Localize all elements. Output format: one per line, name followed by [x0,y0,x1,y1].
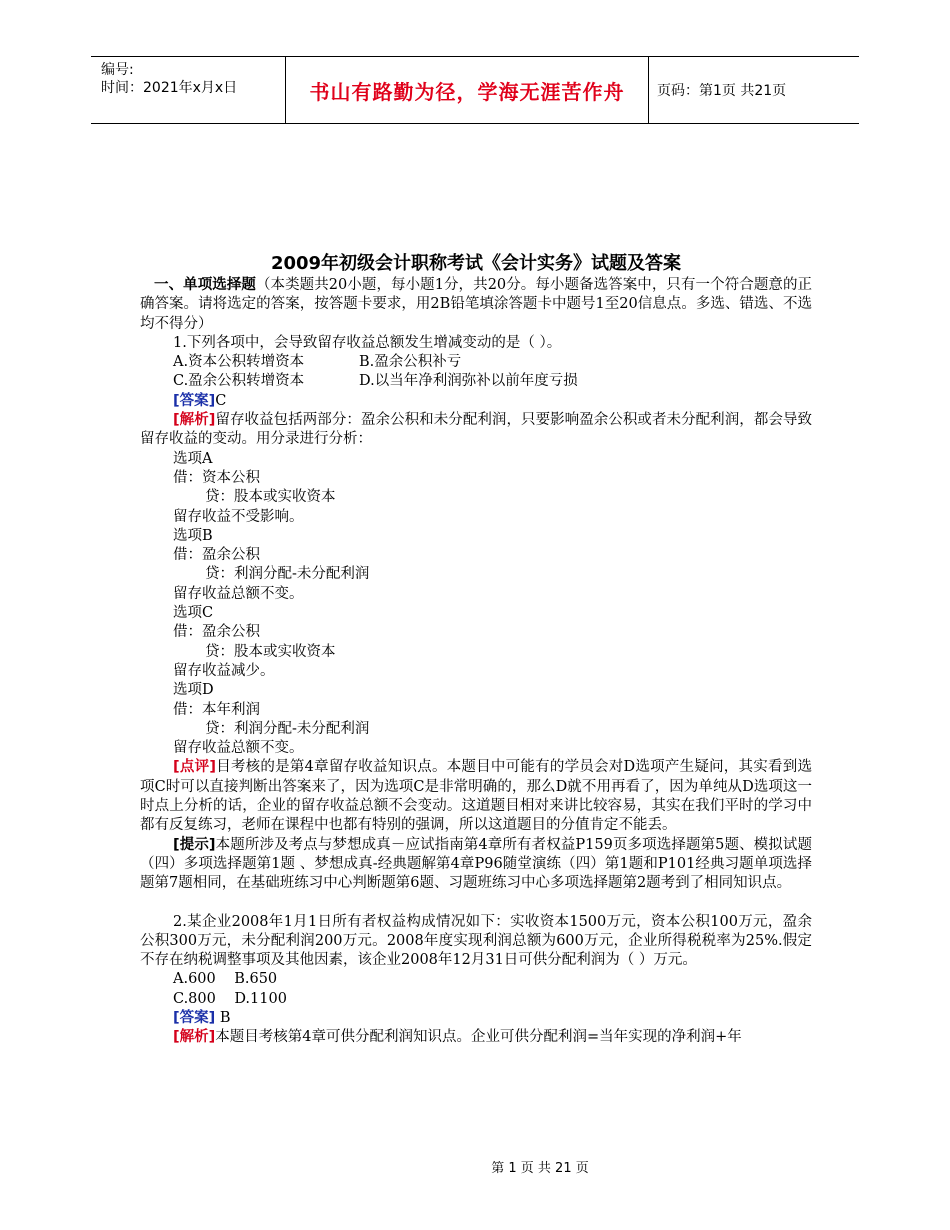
q2-option-a: A.600 [173,971,216,988]
q2-options-row2 [140,990,812,1009]
spacer [140,894,812,913]
section-desc: （本类题共20小题，每小题1分，共20分。每小题备选答案中，只有一个符合题意的正确答案。请将选定的答案，按答题卡要求，用2B铅笔填涂答题卡中题号1至20信息点。多选、错选、不选均不得分） [140,277,813,332]
q2-answer [140,1009,812,1028]
entry-credit: 贷：股本或实收资本 [205,489,336,506]
entry-option: 选项D [173,682,214,699]
header-page-label: 页码：第1页 共21页 [657,83,787,99]
q1-option-d: D.以当年净利润弥补以前年度亏损 [359,373,578,390]
entry-credit: 贷：利润分配-未分配利润 [205,720,370,737]
q1-option-b: B.盈余公积补亏 [359,354,462,371]
q1-analysis-text: 留存收益包括两部分：盈余公积和未分配利润，只要影响盈余公积或者未分配利润，都会导致留存收益的变动。用分录进行分析： [140,412,812,448]
q2-option-b: B.650 [234,971,278,988]
entry-option: 选项C [173,605,214,622]
q2-stem: 2.某企业2008年1月1日所有者权益构成情况如下：实收资本1500万元，资本公积100万元，盈余公积300万元，未分配利润200万元。2008年度实现利润总额为600万元，企业所得税税率为25%.假定不存在纳税调整事项及其他因素，该企业2008年12月31日可供分配利润为（ ）万元。 [140,913,812,969]
header-meta [91,57,286,123]
entry-credit: 贷：利润分配-未分配利润 [205,566,370,583]
document-title: 2009年初级会计职称考试《会计实务》试题及答案 [270,253,682,274]
header-motto: 书山有路勤为径，学海无涯苦作舟 [286,57,649,123]
q1-option-c: C.盈余公积转增资本 [173,373,305,390]
entry-credit: 贷：股本或实收资本 [205,643,336,660]
q2-analysis [140,1028,812,1047]
entry-result: 留存收益总额不变。 [173,740,304,757]
entry-debit: 借：盈余公积 [173,624,260,641]
q1-stem: 1.下列各项中，会导致留存收益总额发生增减变动的是（ ）。 [173,334,562,351]
q1-comment-text: 目考核的是第4章留存收益知识点。本题目中可能有的学员会对D选项产生疑问，其实看到选项C时可以直接判断出答案来了，因为选项C是非常明确的，那么D就不用再看了，因为单纯从D选项这一时点上分析的话，企业的留存收益总额不会变动。这道题目相对来讲比较容易，其实在我们平时的学习中都有反复练习，老师在课程中也都有特别的强调，所以这道题目的分值肯定不能丢。 [140,759,812,834]
entry-debit: 借：盈余公积 [173,547,260,564]
number-label: 编号: [101,62,134,78]
analysis-tag: [解析] [173,412,216,429]
analysis-tag: [解析] [173,1029,216,1046]
page-header [91,56,859,124]
entry-result: 留存收益不受影响。 [173,508,304,525]
answer-tag: [答案] [173,392,216,409]
q2-analysis-text: 本题目考核第4章可供分配利润知识点。企业可供分配利润=当年实现的净利润+年 [215,1029,742,1046]
q1-hint [140,836,812,894]
q1-options-row1 [140,353,812,372]
q2-option-d: D.1100 [234,990,287,1007]
q2-options-row1 [140,970,812,989]
document-body [140,252,812,1048]
q1-comment [140,758,812,835]
q1-answer-value: C [215,392,227,409]
section-heading: 一、单项选择题 [154,277,256,293]
section-intro [140,276,812,334]
answer-tag: [答案] [173,1009,216,1026]
time-label: 时间：2021年x月x日 [101,80,238,96]
q1-entries [140,450,812,759]
q1-option-a: A.资本公积转增资本 [173,354,305,371]
entry-debit: 借：资本公积 [173,469,260,486]
q1-hint-text: 本题所涉及考点与梦想成真－应试指南第4章所有者权益P159页多项选择题第5题、模拟试题（四）多项选择题第1题 、梦想成真-经典题解第4章P96随堂演练（四）第1题和P101经典习题单项选择题第7题相同，在基础班练习中心判断题第6题、习题班练习中心多项选择题第2题考到了相同知识点。 [140,836,812,892]
entry-result: 留存收益减少。 [173,662,275,679]
q1-answer [140,392,812,411]
entry-option: 选项B [173,527,213,544]
comment-tag: [点评] [173,759,216,776]
entry-debit: 借：本年利润 [173,701,260,718]
page-footer: 第 1 页 共 21 页 [491,1161,589,1176]
entry-result: 留存收益总额不变。 [173,585,304,602]
hint-tag: [提示] [173,836,216,853]
q1-options-row2 [140,372,812,391]
q2-option-c: C.800 [173,990,216,1007]
q1-analysis [140,411,812,450]
entry-option: 选项A [173,450,213,467]
q2-answer-value: B [215,1009,231,1026]
